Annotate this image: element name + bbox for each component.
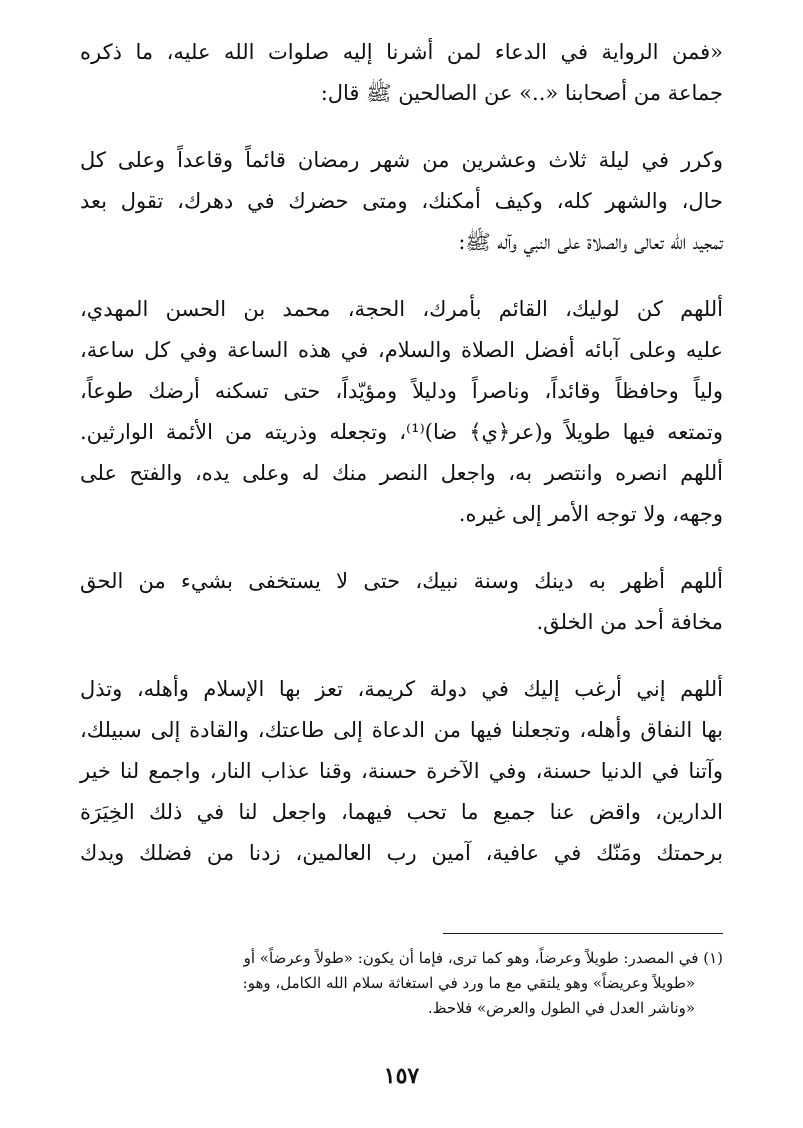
page-number: ١٥٧ bbox=[383, 1063, 420, 1089]
text-line: وجهه، ولا توجه الأمر إلى غيره. bbox=[458, 502, 723, 526]
text-line: تمجيد الله تعالى والصلاة على النبي وآله ﷺ: bbox=[458, 230, 723, 254]
text-line: جماعة من أصحابنا «..» عن الصالحين ﷺ قال: bbox=[320, 81, 723, 105]
text-line: أللهم أظهر به دينك وسنة نبيك، حتى لا يستخفى بشيء من الحق bbox=[80, 569, 723, 593]
text-line: بها النفاق وأهله، وتجعلنا فيها من الدعاة إلى طاعتك، والقادة إلى سبيلك، bbox=[80, 718, 723, 742]
footnote bbox=[80, 946, 723, 1021]
text-line: وآتنا في الدنيا حسنة، وفي الآخرة حسنة، وقنا عذاب النار، واجمع لنا خير bbox=[80, 759, 723, 783]
text-line: وكرر في ليلة ثلاث وعشرين من شهر رمضان قائماً وقاعداً وعلى كل bbox=[80, 148, 723, 172]
footnote-line: «طويلاً وعريضاً» وهو يلتقي مع ما ورد في استغاثة سلام الله الكامل، وهو: bbox=[242, 974, 695, 992]
footnote-line: (١) في المصدر: طويلاً وعرضاً، وهو كما ترى، فإما أن يكون: «طولاً وعرضاً» أو bbox=[243, 949, 723, 967]
main-text bbox=[80, 32, 723, 900]
text-line: حال، والشهر كله، وكيف أمكنك، ومتى حضرك في دهرك، تقول بعد bbox=[80, 189, 723, 213]
paragraph-instruction bbox=[80, 140, 723, 263]
text-line: مخافة أحد من الخلق. bbox=[536, 610, 723, 634]
paragraph-prayer-2 bbox=[80, 561, 723, 643]
text-line: ولياً وحافظاً وقائداً، وناصراً ودليلاً ومؤيّداً، حتى تسكنه أرضك طوعاً، bbox=[80, 379, 723, 403]
paragraph-intro bbox=[80, 32, 723, 114]
text-line: «فمن الرواية في الدعاء لمن أشرنا إليه صلوات الله عليه، ما ذكره bbox=[80, 40, 723, 64]
text-line: برحمتك ومَنّك في عافية، آمين رب العالمين، زدنا من فضلك ويدك bbox=[80, 841, 723, 865]
text-line: وتمتعه فيها طويلاً و(عر﴿ي﴾ ضا)⁽¹⁾، وتجعله وذريته من الأئمة الوارثين. bbox=[80, 420, 723, 444]
text-line: أللهم انصره وانتصر به، واجعل النصر منك له وعلى يده، والفتح على bbox=[80, 461, 723, 485]
paragraph-prayer-1 bbox=[80, 289, 723, 535]
text-line: عليه وعلى آبائه أفضل الصلاة والسلام، في هذه الساعة وفي كل ساعة، bbox=[80, 338, 723, 362]
text-line: أللهم إني أرغب إليك في دولة كريمة، تعز بها الإسلام وأهله، وتذل bbox=[80, 677, 723, 701]
footnote-line: «وناشر العدل في الطول والعرض» فلاحظ. bbox=[427, 999, 695, 1017]
paragraph-prayer-3 bbox=[80, 669, 723, 874]
text-line: أللهم كن لوليك، القائم بأمرك، الحجة، محمد بن الحسن المهدي، bbox=[80, 297, 723, 321]
footnote-divider bbox=[443, 933, 723, 934]
text-line: الدارين، واقض عنا جميع ما تحب فيهما، واجعل لنا في ذلك الخِيَرَة bbox=[80, 800, 723, 824]
